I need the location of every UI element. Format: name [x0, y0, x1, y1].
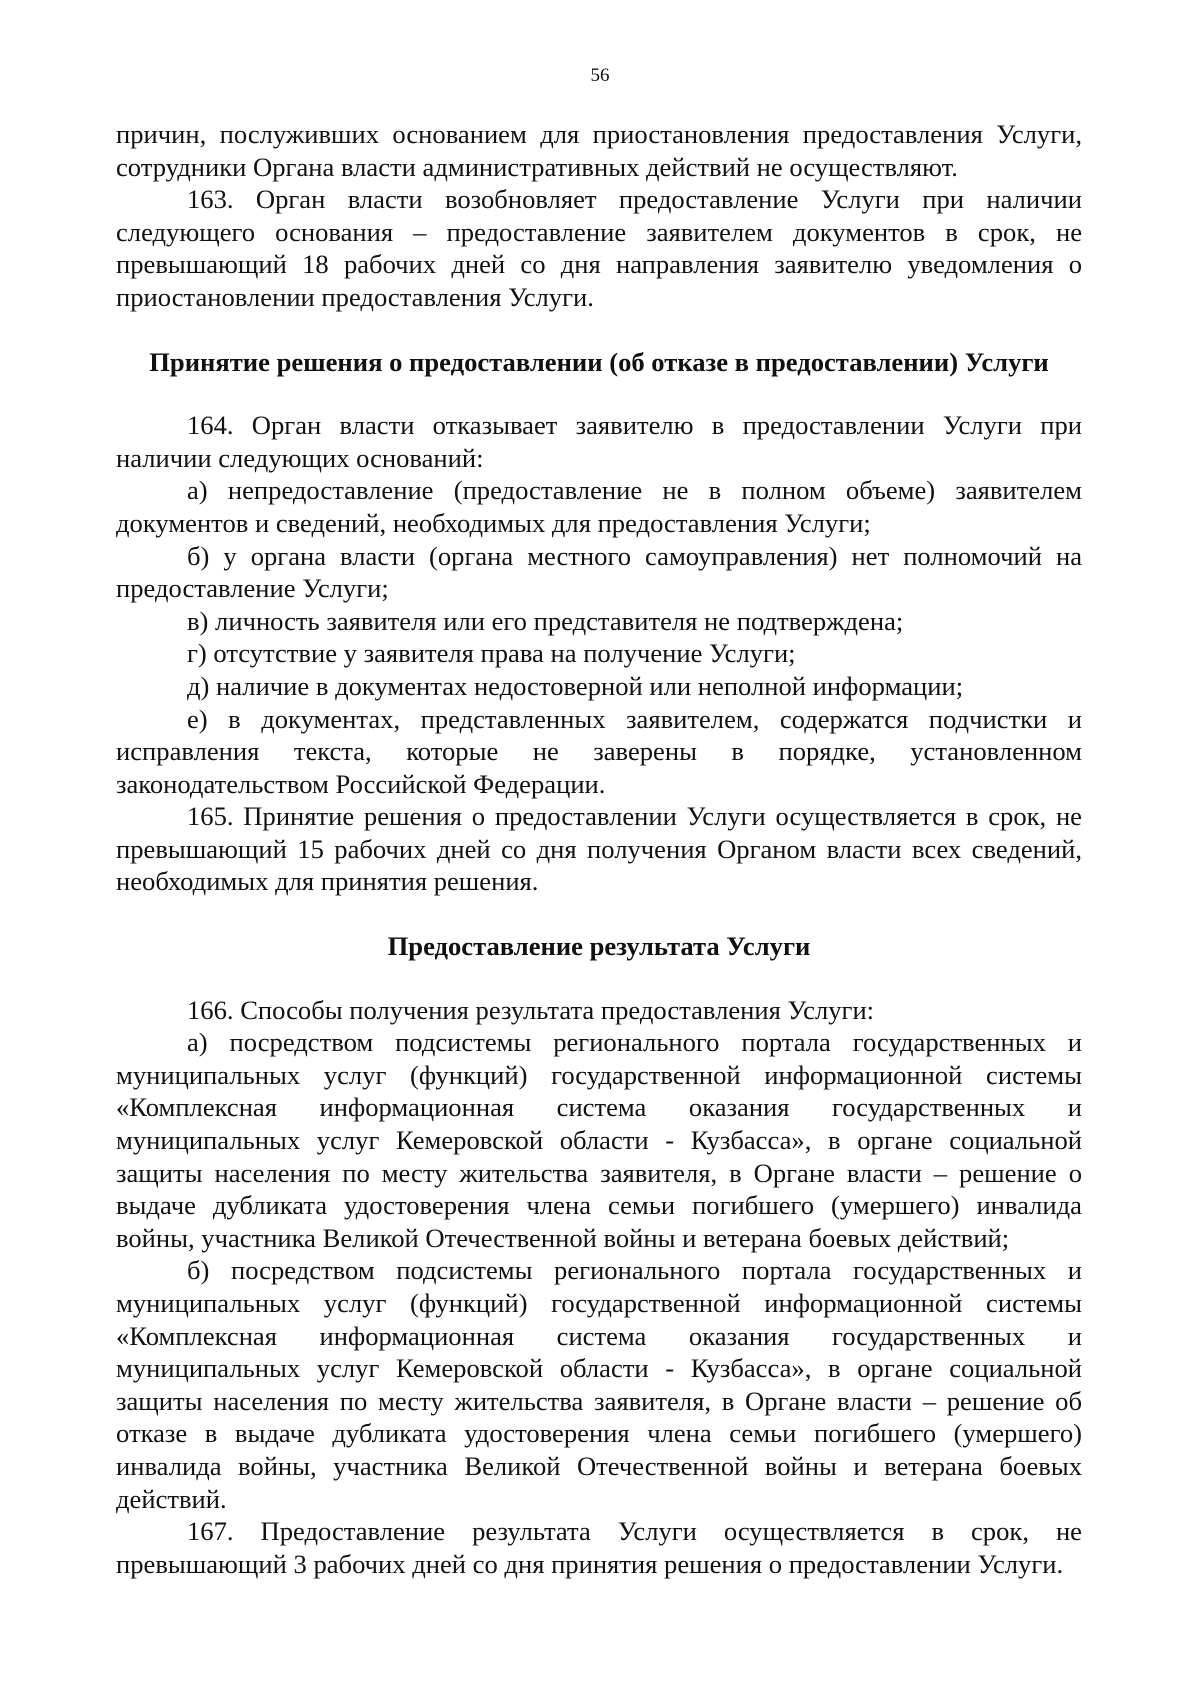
paragraph-163: 163. Орган власти возобновляет предоставление Услуги при наличии следующего основания – предоставление заявителем документов в срок, не превышающий 18 рабочих дней со дня направления заявителю уведомления о приостановлении предоставления Услуги. — [116, 184, 1082, 312]
section-heading-decision: Принятие решения о предоставлении (об отказе в предоставлении) Услуги — [149, 346, 1049, 377]
spacer — [116, 314, 1082, 346]
list-item-e: е) в документах, представленных заявителем, содержатся подчистки и исправления текста, которые не заверены в порядке, установленном законодательством Российской Федерации. — [116, 703, 1082, 799]
paragraph-166: 166. Способы получения результата предоставления Услуги: — [187, 994, 875, 1025]
list-item-b: б) у органа власти (органа местного самоуправления) нет полномочий на предоставление Услуги; — [116, 540, 1082, 604]
document-body — [116, 118, 1082, 1580]
paragraph-165: 165. Принятие решения о предоставлении Услуги осуществляется в срок, не превышающий 15 рабочих дней со дня получения Органом власти всех сведений, необходимых для принятия решения. — [116, 801, 1082, 897]
list-item-166-b: б) посредством подсистемы регионального портала государственных и муниципальных услуг (функций) государственной информационной системы «Комплексная информационная система оказания государственных и муниципальных услуг Кемеровской области - Кузбасса», в органе социальной защиты населения по месту жительства заявителя, в Органе власти – решение об отказе в выдаче дубликата удостоверения члена семьи погибшего (умершего) инвалида войны, участника Великой Отечественной войны и ветерана боевых действий. — [116, 1255, 1082, 1514]
paragraph-164: 164. Орган власти отказывает заявителю в предоставлении Услуги при наличии следующих оснований: — [116, 410, 1082, 473]
list-item-a: а) непредоставление (предоставление не в полном объеме) заявителем документов и сведений, необходимых для предоставления Услуги; — [116, 475, 1082, 538]
spacer — [116, 378, 1082, 409]
paragraph-167: 167. Предоставление результата Услуги осуществляется в срок, не превышающий 3 рабочих дней со дня принятия решения о предоставлении Услуги. — [116, 1516, 1082, 1579]
section-heading-result: Предоставление результата Услуги — [387, 931, 811, 962]
spacer — [116, 963, 1082, 994]
list-item-166-a: а) посредством подсистемы регионального портала государственных и муниципальных услуг (функций) государственной информационной системы «Комплексная информационная система оказания государственных и муниципальных услуг Кемеровской области - Кузбасса», в органе социальной защиты населения по месту жительства заявителя, в Органе власти – решение о выдаче дубликата удостоверения члена семьи погибшего (умершего) инвалида войны, участника Великой Отечественной войны и ветерана боевых действий; — [116, 1027, 1082, 1253]
spacer — [116, 898, 1082, 930]
page-number: 56 — [590, 65, 610, 86]
list-item-g: г) отсутствие у заявителя права на получение Услуги; — [187, 638, 796, 669]
paragraph-continuation: причин, послуживших основанием для приостановления предоставления Услуги, сотрудники Органа власти административных действий не осуществляют. — [116, 119, 1082, 182]
list-item-d: д) наличие в документах недостоверной или неполной информации; — [187, 670, 964, 701]
list-item-v: в) личность заявителя или его представителя не подтверждена; — [187, 605, 904, 636]
